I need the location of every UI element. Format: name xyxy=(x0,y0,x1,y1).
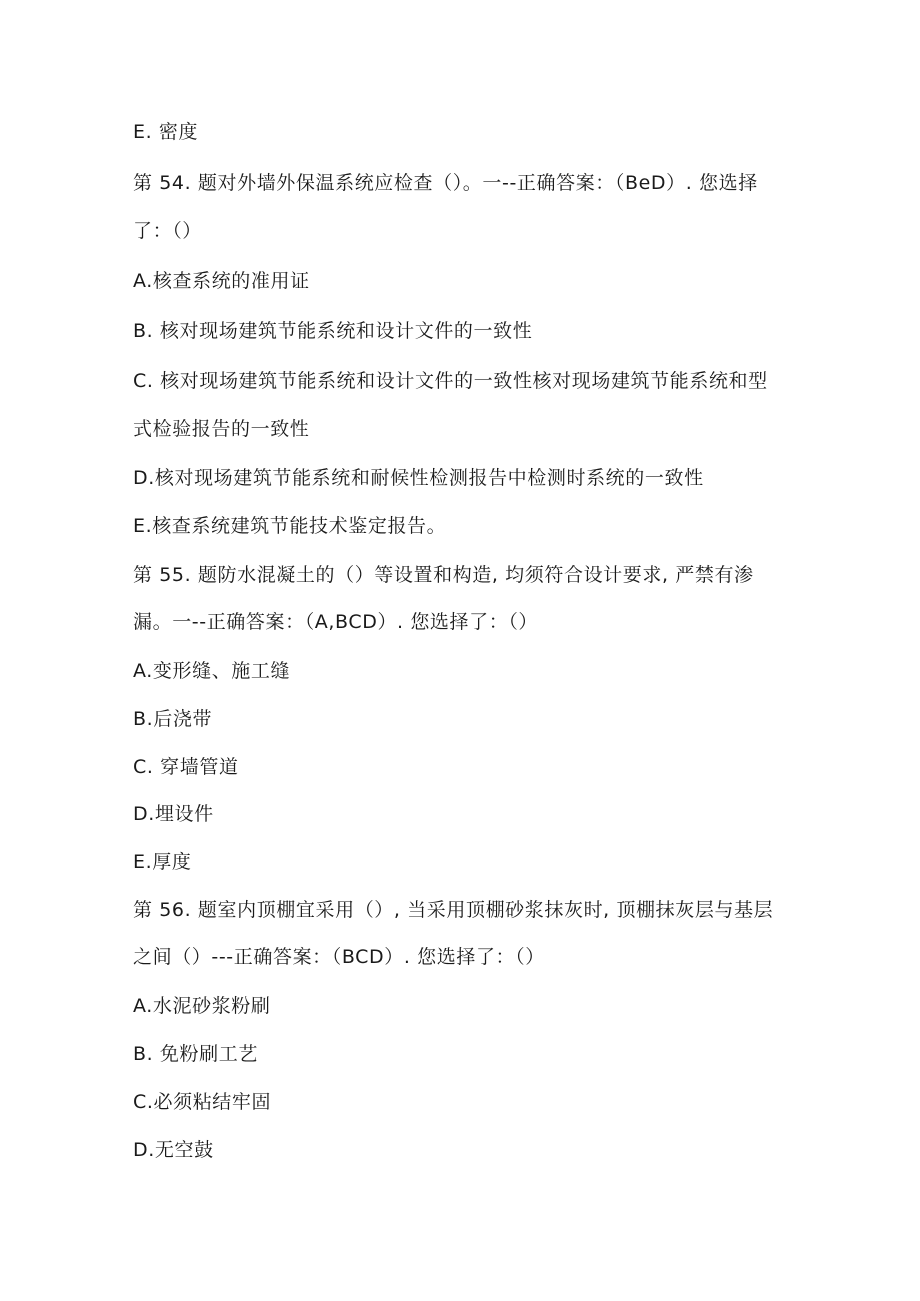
q56-question: 第 56. 题室内顶棚宜采用（）, 当采用顶棚砂浆抹灰时, 顶棚抹灰层与基层 xyxy=(133,899,774,921)
q56-option-d: D.无空鼓 xyxy=(133,1139,214,1161)
q54-option-e: E.核查系统建筑节能技术鉴定报告。 xyxy=(133,515,447,537)
q55-option-a: A.变形缝、施工缝 xyxy=(133,660,291,682)
q55-option-b: B.后浇带 xyxy=(133,708,213,730)
q55-question: 第 55. 题防水混凝土的（）等设置和构造, 均须符合设计要求, 严禁有渗 xyxy=(133,564,754,586)
q55-question-cont: 漏。一--正确答案：（A,BCD）. 您选择了：（） xyxy=(133,611,539,633)
q54-option-b: B. 核对现场建筑节能系统和设计文件的一致性 xyxy=(133,320,533,342)
q56-option-c: C.必须粘结牢固 xyxy=(133,1091,272,1113)
q56-option-a: A.水泥砂浆粉刷 xyxy=(133,995,271,1017)
q54-question: 第 54. 题对外墙外保温系统应检查（）。一--正确答案：（BeD）. 您选择 xyxy=(133,172,758,194)
q54-option-c-cont: 式检验报告的一致性 xyxy=(133,418,310,440)
q55-option-e: E.厚度 xyxy=(133,851,192,873)
q54-option-d: D.核对现场建筑节能系统和耐候性检测报告中检测时系统的一致性 xyxy=(133,467,704,489)
q55-option-d: D.埋设件 xyxy=(133,803,214,825)
q55-option-c: C. 穿墙管道 xyxy=(133,756,239,778)
q54-option-a: A.核查系统的准用证 xyxy=(133,270,310,292)
q53-option-e: E. 密度 xyxy=(133,121,199,143)
q54-question-cont: 了：（） xyxy=(133,220,202,242)
q54-option-c: C. 核对现场建筑节能系统和设计文件的一致性核对现场建筑节能系统和型 xyxy=(133,370,768,392)
q56-question-cont: 之间（）---正确答案：（BCD）. 您选择了：（） xyxy=(133,946,545,968)
q56-option-b: B. 免粉刷工艺 xyxy=(133,1043,258,1065)
